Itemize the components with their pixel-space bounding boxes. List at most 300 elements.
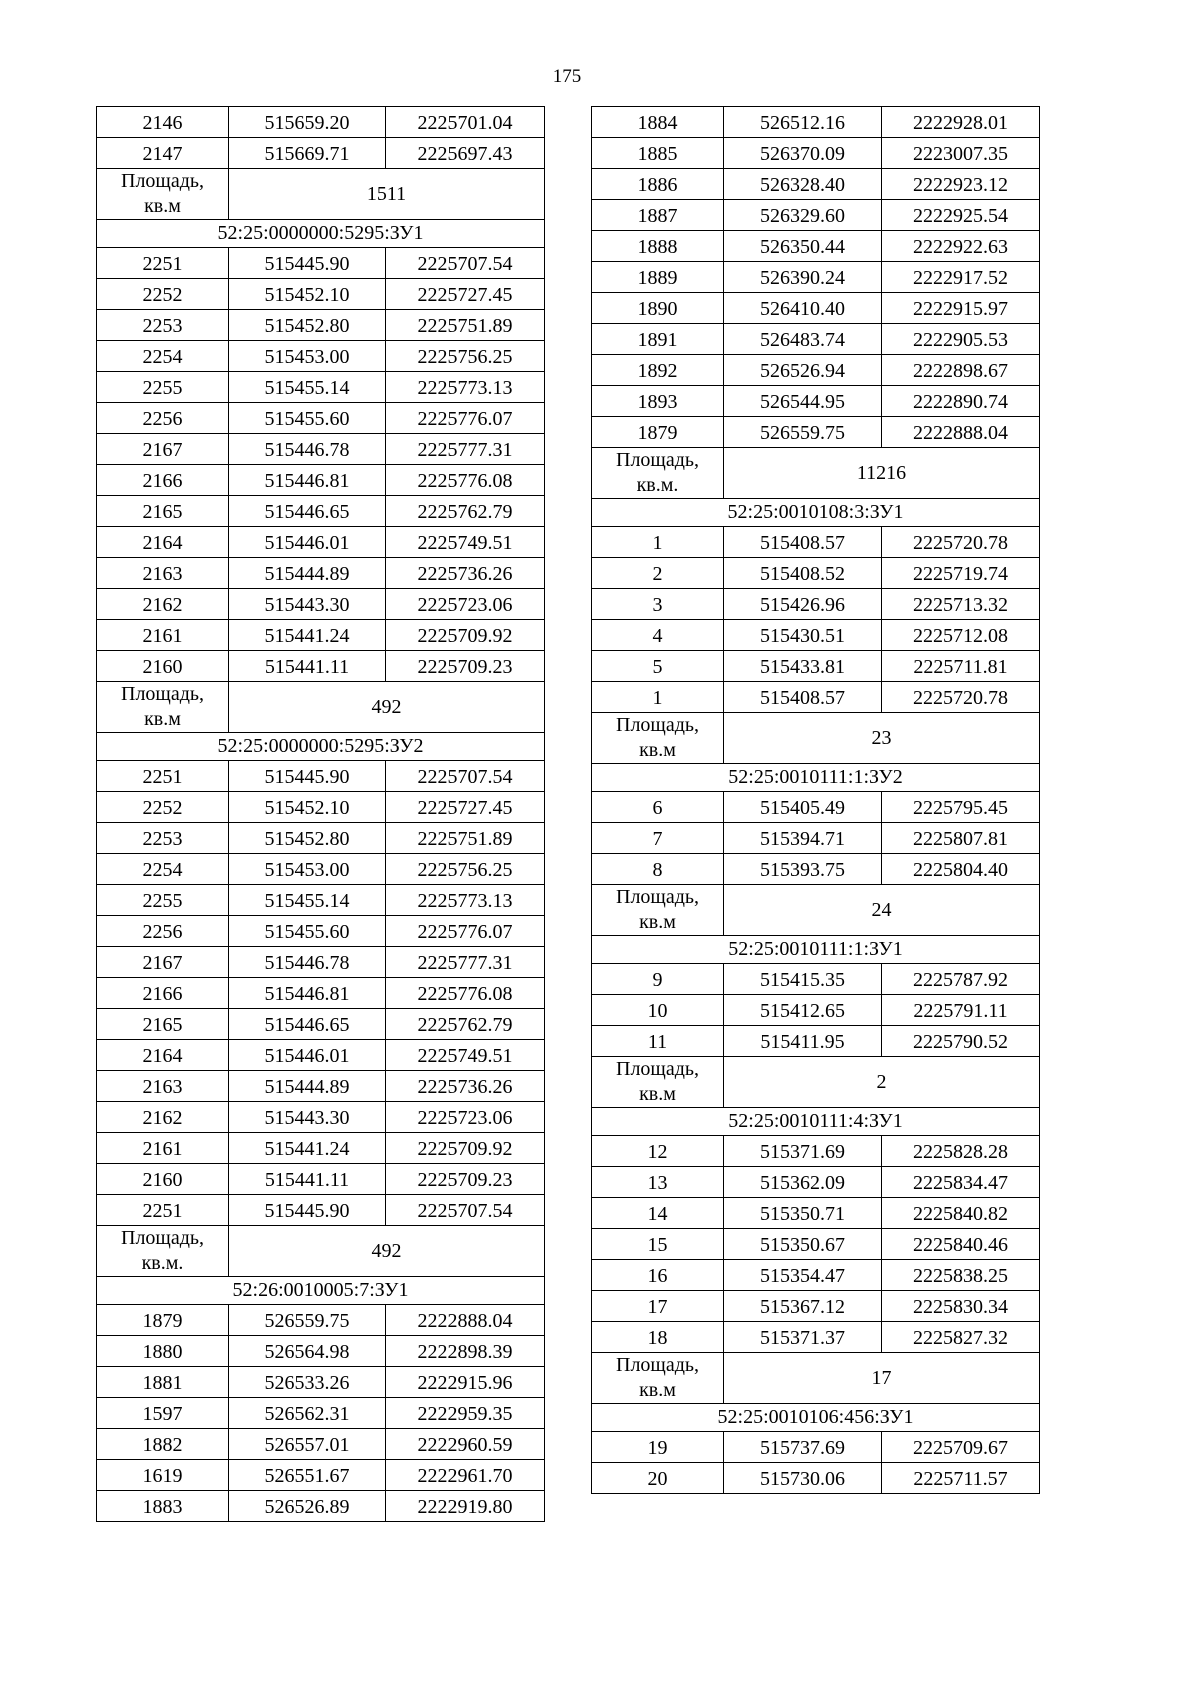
point-number-cell: 10: [592, 995, 724, 1026]
point-number-cell: 2163: [97, 558, 229, 589]
point-number-cell: 17: [592, 1291, 724, 1322]
x-coordinate-cell: 515455.14: [229, 372, 386, 403]
x-coordinate-cell: 515441.11: [229, 651, 386, 682]
x-coordinate-cell: 526526.89: [229, 1491, 386, 1522]
x-coordinate-cell: 515443.30: [229, 1102, 386, 1133]
point-number-cell: 2164: [97, 1040, 229, 1071]
y-coordinate-cell: 2225707.54: [386, 761, 545, 792]
y-coordinate-cell: 2225791.11: [882, 995, 1040, 1026]
point-row: [592, 995, 1040, 1026]
point-row: [97, 558, 545, 589]
y-coordinate-cell: 2225723.06: [386, 1102, 545, 1133]
y-coordinate-cell: 2225840.82: [882, 1198, 1040, 1229]
x-coordinate-cell: 515408.57: [724, 527, 882, 558]
y-coordinate-cell: 2222888.04: [882, 417, 1040, 448]
y-coordinate-cell: 2225709.67: [882, 1432, 1040, 1463]
point-number-cell: 3: [592, 589, 724, 620]
point-row: [97, 854, 545, 885]
point-number-cell: 2251: [97, 248, 229, 279]
point-number-cell: 2166: [97, 978, 229, 1009]
point-row: [97, 1102, 545, 1133]
y-coordinate-cell: 2225756.25: [386, 341, 545, 372]
point-number-cell: 19: [592, 1432, 724, 1463]
area-value: 2: [724, 1057, 1040, 1108]
point-number-cell: 12: [592, 1136, 724, 1167]
x-coordinate-cell: 515354.47: [724, 1260, 882, 1291]
point-row: [97, 761, 545, 792]
point-row: [97, 620, 545, 651]
parcel-header-row: [592, 764, 1040, 792]
point-row: [97, 978, 545, 1009]
area-label-unit: кв.м: [144, 195, 181, 217]
y-coordinate-cell: 2225711.81: [882, 651, 1040, 682]
x-coordinate-cell: 526328.40: [724, 169, 882, 200]
x-coordinate-cell: 515393.75: [724, 854, 882, 885]
point-number-cell: 1892: [592, 355, 724, 386]
x-coordinate-cell: 515737.69: [724, 1432, 882, 1463]
y-coordinate-cell: 2222923.12: [882, 169, 1040, 200]
y-coordinate-cell: 2225762.79: [386, 1009, 545, 1040]
x-coordinate-cell: 526390.24: [724, 262, 882, 293]
point-number-cell: 5: [592, 651, 724, 682]
x-coordinate-cell: 526370.09: [724, 138, 882, 169]
point-number-cell: 2160: [97, 651, 229, 682]
point-number-cell: 2146: [97, 107, 229, 138]
parcel-cadastral-number: 52:25:0000000:5295:ЗУ1: [97, 220, 545, 248]
y-coordinate-cell: 2225709.23: [386, 1164, 545, 1195]
x-coordinate-cell: 515446.81: [229, 465, 386, 496]
point-number-cell: 1884: [592, 107, 724, 138]
point-number-cell: 1597: [97, 1398, 229, 1429]
point-number-cell: 2254: [97, 341, 229, 372]
point-row: [97, 651, 545, 682]
point-row: [592, 792, 1040, 823]
parcel-header-row: [592, 936, 1040, 964]
x-coordinate-cell: 526512.16: [724, 107, 882, 138]
point-row: [592, 620, 1040, 651]
point-row: [592, 169, 1040, 200]
area-label: [592, 448, 724, 499]
y-coordinate-cell: 2225720.78: [882, 682, 1040, 713]
point-row: [592, 293, 1040, 324]
point-row: [97, 248, 545, 279]
point-row: [97, 589, 545, 620]
point-row: [592, 1463, 1040, 1494]
point-row: [97, 279, 545, 310]
point-row: [97, 1460, 545, 1491]
area-label-line1: Площадь,: [121, 170, 204, 192]
coordinates-table-left: [96, 106, 545, 1522]
parcel-header-row: [592, 499, 1040, 527]
point-number-cell: 1879: [592, 417, 724, 448]
x-coordinate-cell: 526410.40: [724, 293, 882, 324]
point-number-cell: 1883: [97, 1491, 229, 1522]
point-number-cell: 2: [592, 558, 724, 589]
point-number-cell: 2147: [97, 138, 229, 169]
area-label-line1: Площадь,: [616, 886, 699, 908]
y-coordinate-cell: 2222961.70: [386, 1460, 545, 1491]
y-coordinate-cell: 2225707.54: [386, 1195, 545, 1226]
point-number-cell: 1881: [97, 1367, 229, 1398]
point-row: [97, 138, 545, 169]
point-number-cell: 2251: [97, 761, 229, 792]
point-row: [97, 1195, 545, 1226]
y-coordinate-cell: 2225736.26: [386, 558, 545, 589]
y-coordinate-cell: 2225777.31: [386, 947, 545, 978]
point-row: [97, 792, 545, 823]
y-coordinate-cell: 2225776.07: [386, 403, 545, 434]
point-number-cell: 2167: [97, 947, 229, 978]
point-number-cell: 2163: [97, 1071, 229, 1102]
point-row: [97, 1009, 545, 1040]
area-label-unit: кв.м: [639, 1083, 676, 1105]
x-coordinate-cell: 515445.90: [229, 761, 386, 792]
point-row: [592, 964, 1040, 995]
x-coordinate-cell: 515408.52: [724, 558, 882, 589]
y-coordinate-cell: 2225749.51: [386, 527, 545, 558]
y-coordinate-cell: 2225756.25: [386, 854, 545, 885]
point-row: [592, 107, 1040, 138]
point-number-cell: 7: [592, 823, 724, 854]
area-row: [592, 1353, 1040, 1404]
area-value: 1511: [229, 169, 545, 220]
x-coordinate-cell: 515371.37: [724, 1322, 882, 1353]
y-coordinate-cell: 2225827.32: [882, 1322, 1040, 1353]
point-number-cell: 1891: [592, 324, 724, 355]
parcel-cadastral-number: 52:25:0010111:1:ЗУ1: [592, 936, 1040, 964]
point-row: [97, 916, 545, 947]
point-row: [97, 1429, 545, 1460]
point-number-cell: 1880: [97, 1336, 229, 1367]
x-coordinate-cell: 515445.90: [229, 248, 386, 279]
area-label-unit: кв.м: [639, 739, 676, 761]
y-coordinate-cell: 2225711.57: [882, 1463, 1040, 1494]
point-row: [592, 1026, 1040, 1057]
x-coordinate-cell: 515415.35: [724, 964, 882, 995]
x-coordinate-cell: 526559.75: [724, 417, 882, 448]
point-number-cell: 2164: [97, 527, 229, 558]
point-number-cell: 2251: [97, 1195, 229, 1226]
point-number-cell: 8: [592, 854, 724, 885]
point-row: [97, 1133, 545, 1164]
area-row: [592, 713, 1040, 764]
y-coordinate-cell: 2225830.34: [882, 1291, 1040, 1322]
x-coordinate-cell: 515446.01: [229, 1040, 386, 1071]
x-coordinate-cell: 515350.67: [724, 1229, 882, 1260]
area-label-unit: кв.м: [639, 911, 676, 933]
area-row: [97, 169, 545, 220]
point-number-cell: 1879: [97, 1305, 229, 1336]
point-number-cell: 2162: [97, 589, 229, 620]
x-coordinate-cell: 515446.81: [229, 978, 386, 1009]
point-number-cell: 1888: [592, 231, 724, 262]
area-label-unit: кв.м.: [636, 474, 679, 496]
parcel-header-row: [97, 220, 545, 248]
area-label-line1: Площадь,: [616, 714, 699, 736]
point-number-cell: 1619: [97, 1460, 229, 1491]
x-coordinate-cell: 526562.31: [229, 1398, 386, 1429]
y-coordinate-cell: 2225762.79: [386, 496, 545, 527]
x-coordinate-cell: 515730.06: [724, 1463, 882, 1494]
area-label: [592, 713, 724, 764]
y-coordinate-cell: 2222959.35: [386, 1398, 545, 1429]
area-row: [97, 682, 545, 733]
area-value: 492: [229, 682, 545, 733]
point-row: [592, 558, 1040, 589]
point-row: [97, 1336, 545, 1367]
point-row: [592, 1291, 1040, 1322]
area-label-unit: кв.м: [639, 1379, 676, 1401]
x-coordinate-cell: 515446.65: [229, 496, 386, 527]
y-coordinate-cell: 2222898.67: [882, 355, 1040, 386]
y-coordinate-cell: 2225709.92: [386, 1133, 545, 1164]
x-coordinate-cell: 515394.71: [724, 823, 882, 854]
area-label-line1: Площадь,: [616, 1354, 699, 1376]
point-number-cell: 2256: [97, 916, 229, 947]
x-coordinate-cell: 515453.00: [229, 854, 386, 885]
x-coordinate-cell: 515452.10: [229, 279, 386, 310]
x-coordinate-cell: 515446.65: [229, 1009, 386, 1040]
y-coordinate-cell: 2222917.52: [882, 262, 1040, 293]
point-number-cell: 1: [592, 682, 724, 713]
point-number-cell: 2252: [97, 279, 229, 310]
point-row: [592, 262, 1040, 293]
parcel-header-row: [97, 733, 545, 761]
x-coordinate-cell: 515445.90: [229, 1195, 386, 1226]
point-number-cell: 1890: [592, 293, 724, 324]
area-label-line1: Площадь,: [121, 1227, 204, 1249]
y-coordinate-cell: 2225751.89: [386, 823, 545, 854]
x-coordinate-cell: 515441.24: [229, 620, 386, 651]
area-label-line1: Площадь,: [616, 1058, 699, 1080]
point-row: [592, 1229, 1040, 1260]
area-value: 23: [724, 713, 1040, 764]
x-coordinate-cell: 515430.51: [724, 620, 882, 651]
y-coordinate-cell: 2225777.31: [386, 434, 545, 465]
parcel-cadastral-number: 52:26:0010005:7:ЗУ1: [97, 1277, 545, 1305]
point-number-cell: 2167: [97, 434, 229, 465]
y-coordinate-cell: 2225773.13: [386, 885, 545, 916]
point-number-cell: 18: [592, 1322, 724, 1353]
x-coordinate-cell: 515455.60: [229, 403, 386, 434]
point-number-cell: 1889: [592, 262, 724, 293]
y-coordinate-cell: 2225749.51: [386, 1040, 545, 1071]
y-coordinate-cell: 2225720.78: [882, 527, 1040, 558]
point-number-cell: 2160: [97, 1164, 229, 1195]
point-row: [97, 403, 545, 434]
area-row: [97, 1226, 545, 1277]
area-label: [592, 1057, 724, 1108]
area-label: [97, 1226, 229, 1277]
area-row: [592, 448, 1040, 499]
point-number-cell: 2162: [97, 1102, 229, 1133]
point-row: [97, 947, 545, 978]
x-coordinate-cell: 526329.60: [724, 200, 882, 231]
parcel-cadastral-number: 52:25:0000000:5295:ЗУ2: [97, 733, 545, 761]
y-coordinate-cell: 2225776.08: [386, 465, 545, 496]
area-label: [97, 682, 229, 733]
area-value: 11216: [724, 448, 1040, 499]
x-coordinate-cell: 515453.00: [229, 341, 386, 372]
y-coordinate-cell: 2225834.47: [882, 1167, 1040, 1198]
x-coordinate-cell: 515452.10: [229, 792, 386, 823]
point-row: [97, 341, 545, 372]
area-label-unit: кв.м: [144, 708, 181, 730]
y-coordinate-cell: 2225804.40: [882, 854, 1040, 885]
y-coordinate-cell: 2225713.32: [882, 589, 1040, 620]
point-row: [592, 1432, 1040, 1463]
x-coordinate-cell: 515441.24: [229, 1133, 386, 1164]
x-coordinate-cell: 515444.89: [229, 1071, 386, 1102]
point-number-cell: 1893: [592, 386, 724, 417]
point-row: [592, 651, 1040, 682]
point-row: [97, 310, 545, 341]
x-coordinate-cell: 515452.80: [229, 823, 386, 854]
point-row: [592, 355, 1040, 386]
x-coordinate-cell: 515408.57: [724, 682, 882, 713]
point-row: [97, 1398, 545, 1429]
point-number-cell: 2161: [97, 620, 229, 651]
y-coordinate-cell: 2225776.07: [386, 916, 545, 947]
parcel-cadastral-number: 52:25:0010111:1:ЗУ2: [592, 764, 1040, 792]
point-number-cell: 20: [592, 1463, 724, 1494]
point-row: [592, 231, 1040, 262]
x-coordinate-cell: 515362.09: [724, 1167, 882, 1198]
point-row: [592, 1136, 1040, 1167]
y-coordinate-cell: 2225828.28: [882, 1136, 1040, 1167]
point-number-cell: 1887: [592, 200, 724, 231]
y-coordinate-cell: 2225727.45: [386, 792, 545, 823]
page-number: 175: [552, 66, 582, 87]
y-coordinate-cell: 2222898.39: [386, 1336, 545, 1367]
area-row: [592, 885, 1040, 936]
x-coordinate-cell: 526557.01: [229, 1429, 386, 1460]
y-coordinate-cell: 2222928.01: [882, 107, 1040, 138]
y-coordinate-cell: 2225727.45: [386, 279, 545, 310]
point-row: [592, 1167, 1040, 1198]
y-coordinate-cell: 2225790.52: [882, 1026, 1040, 1057]
point-number-cell: 2165: [97, 1009, 229, 1040]
x-coordinate-cell: 515405.49: [724, 792, 882, 823]
point-row: [97, 1305, 545, 1336]
point-row: [97, 527, 545, 558]
point-number-cell: 1882: [97, 1429, 229, 1460]
y-coordinate-cell: 2225787.92: [882, 964, 1040, 995]
point-row: [97, 1071, 545, 1102]
x-coordinate-cell: 515371.69: [724, 1136, 882, 1167]
x-coordinate-cell: 515433.81: [724, 651, 882, 682]
point-row: [97, 885, 545, 916]
point-row: [592, 138, 1040, 169]
point-row: [97, 823, 545, 854]
point-row: [97, 1164, 545, 1195]
y-coordinate-cell: 2225840.46: [882, 1229, 1040, 1260]
x-coordinate-cell: 515446.78: [229, 434, 386, 465]
point-number-cell: 2256: [97, 403, 229, 434]
x-coordinate-cell: 515659.20: [229, 107, 386, 138]
x-coordinate-cell: 526526.94: [724, 355, 882, 386]
y-coordinate-cell: 2222925.54: [882, 200, 1040, 231]
area-label: [97, 169, 229, 220]
y-coordinate-cell: 2225709.92: [386, 620, 545, 651]
y-coordinate-cell: 2225736.26: [386, 1071, 545, 1102]
coordinates-table-right: [591, 106, 1040, 1494]
point-number-cell: 2161: [97, 1133, 229, 1164]
parcel-header-row: [592, 1404, 1040, 1432]
point-number-cell: 2253: [97, 310, 229, 341]
y-coordinate-cell: 2222915.96: [386, 1367, 545, 1398]
point-number-cell: 9: [592, 964, 724, 995]
point-row: [592, 324, 1040, 355]
area-value: 24: [724, 885, 1040, 936]
area-label-line1: Площадь,: [121, 683, 204, 705]
y-coordinate-cell: 2222888.04: [386, 1305, 545, 1336]
parcel-header-row: [97, 1277, 545, 1305]
x-coordinate-cell: 515426.96: [724, 589, 882, 620]
y-coordinate-cell: 2225707.54: [386, 248, 545, 279]
point-number-cell: 1886: [592, 169, 724, 200]
area-label-unit: кв.м.: [141, 1252, 184, 1274]
area-label: [592, 1353, 724, 1404]
point-number-cell: 6: [592, 792, 724, 823]
point-row: [97, 1040, 545, 1071]
y-coordinate-cell: 2222922.63: [882, 231, 1040, 262]
x-coordinate-cell: 515444.89: [229, 558, 386, 589]
point-number-cell: 2255: [97, 372, 229, 403]
y-coordinate-cell: 2222919.80: [386, 1491, 545, 1522]
parcel-header-row: [592, 1108, 1040, 1136]
point-number-cell: 16: [592, 1260, 724, 1291]
point-number-cell: 2165: [97, 496, 229, 527]
x-coordinate-cell: 515443.30: [229, 589, 386, 620]
x-coordinate-cell: 526350.44: [724, 231, 882, 262]
x-coordinate-cell: 526483.74: [724, 324, 882, 355]
area-label: [592, 885, 724, 936]
y-coordinate-cell: 2225719.74: [882, 558, 1040, 589]
point-row: [97, 465, 545, 496]
point-number-cell: 15: [592, 1229, 724, 1260]
x-coordinate-cell: 515452.80: [229, 310, 386, 341]
point-row: [97, 372, 545, 403]
y-coordinate-cell: 2225795.45: [882, 792, 1040, 823]
point-row: [592, 527, 1040, 558]
y-coordinate-cell: 2225776.08: [386, 978, 545, 1009]
point-number-cell: 11: [592, 1026, 724, 1057]
point-row: [97, 1367, 545, 1398]
point-row: [592, 589, 1040, 620]
x-coordinate-cell: 515455.60: [229, 916, 386, 947]
point-number-cell: 13: [592, 1167, 724, 1198]
x-coordinate-cell: 515669.71: [229, 138, 386, 169]
y-coordinate-cell: 2225773.13: [386, 372, 545, 403]
y-coordinate-cell: 2222915.97: [882, 293, 1040, 324]
y-coordinate-cell: 2225709.23: [386, 651, 545, 682]
point-number-cell: 4: [592, 620, 724, 651]
y-coordinate-cell: 2222905.53: [882, 324, 1040, 355]
area-value: 492: [229, 1226, 545, 1277]
x-coordinate-cell: 515412.65: [724, 995, 882, 1026]
x-coordinate-cell: 515441.11: [229, 1164, 386, 1195]
x-coordinate-cell: 515411.95: [724, 1026, 882, 1057]
x-coordinate-cell: 526533.26: [229, 1367, 386, 1398]
parcel-cadastral-number: 52:25:0010111:4:ЗУ1: [592, 1108, 1040, 1136]
y-coordinate-cell: 2225723.06: [386, 589, 545, 620]
point-row: [592, 1260, 1040, 1291]
parcel-cadastral-number: 52:25:0010106:456:ЗУ1: [592, 1404, 1040, 1432]
point-row: [97, 434, 545, 465]
y-coordinate-cell: 2222960.59: [386, 1429, 545, 1460]
x-coordinate-cell: 526559.75: [229, 1305, 386, 1336]
